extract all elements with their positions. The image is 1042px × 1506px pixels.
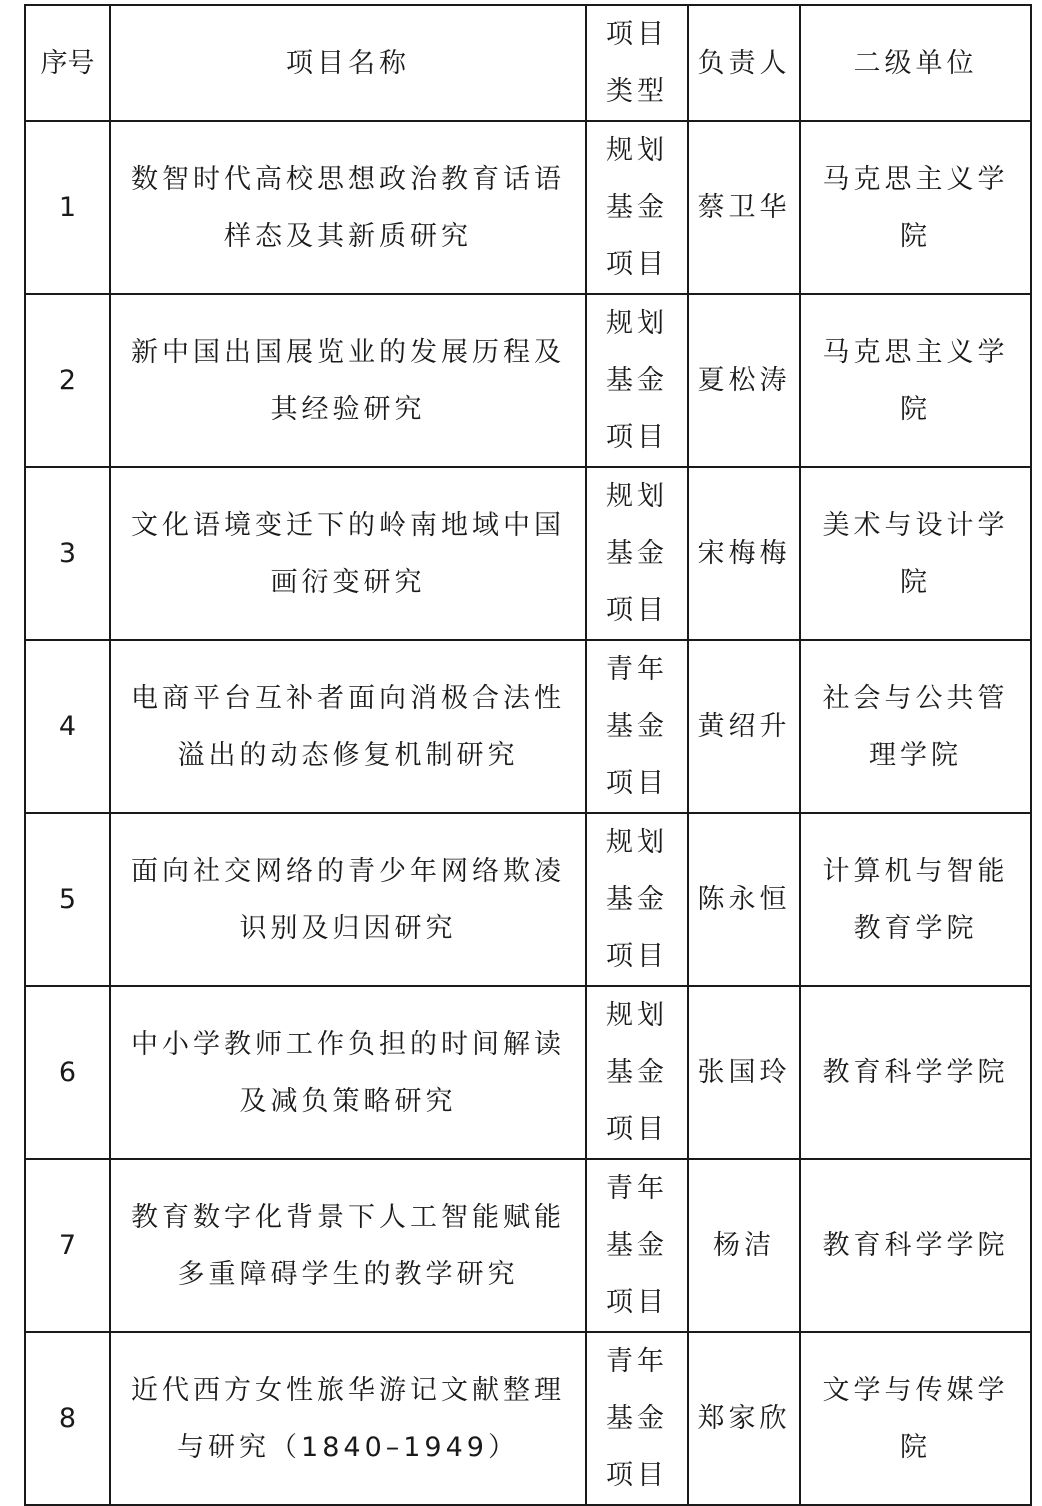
leader: 张国玲	[697, 1057, 791, 1088]
cell-unit	[800, 986, 1031, 1159]
cell-project-type	[586, 640, 688, 813]
header-project-type-text: 项目类型	[606, 19, 668, 107]
serial-no: 3	[58, 538, 77, 569]
cell-unit	[800, 467, 1031, 640]
cell-project-type	[586, 294, 688, 467]
cell-serial-no	[25, 294, 110, 467]
unit: 马克思主义学院	[822, 163, 1009, 252]
cell-project-type	[586, 1159, 688, 1332]
table-row	[25, 640, 1031, 813]
project-name: 面向社交网络的青少年网络欺凌识别及归因研究	[131, 855, 565, 944]
table-row	[25, 121, 1031, 294]
cell-project-name	[110, 1332, 586, 1505]
serial-no: 5	[58, 884, 77, 915]
project-name: 电商平台互补者面向消极合法性溢出的动态修复机制研究	[131, 682, 565, 771]
table-row	[25, 294, 1031, 467]
cell-serial-no	[25, 986, 110, 1159]
cell-leader	[688, 121, 800, 294]
cell-unit	[800, 813, 1031, 986]
header-row	[25, 5, 1031, 121]
header-leader	[688, 5, 800, 121]
cell-serial-no	[25, 467, 110, 640]
project-type: 规划基金项目	[606, 481, 668, 626]
project-type: 规划基金项目	[606, 308, 668, 453]
project-type: 规划基金项目	[606, 827, 668, 972]
cell-project-name	[110, 121, 586, 294]
leader: 宋梅梅	[697, 538, 791, 569]
cell-project-type	[586, 121, 688, 294]
project-name: 教育数字化背景下人工智能赋能多重障碍学生的教学研究	[131, 1201, 565, 1290]
cell-project-name	[110, 467, 586, 640]
unit: 美术与设计学院	[822, 509, 1009, 598]
project-type: 青年基金项目	[606, 1346, 668, 1491]
header-leader-text: 负责人	[697, 47, 791, 79]
serial-no: 1	[58, 192, 77, 223]
projects-table	[24, 4, 1032, 1506]
header-project-name-text: 项目名称	[286, 47, 410, 79]
cell-leader	[688, 813, 800, 986]
cell-unit	[800, 1159, 1031, 1332]
leader: 郑家欣	[697, 1403, 791, 1434]
cell-serial-no	[25, 640, 110, 813]
cell-leader	[688, 640, 800, 813]
cell-leader	[688, 1159, 800, 1332]
cell-leader	[688, 986, 800, 1159]
project-name: 数智时代高校思想政治教育话语样态及其新质研究	[131, 163, 565, 252]
project-name: 近代西方女性旅华游记文献整理与研究（1840–1949）	[131, 1374, 565, 1463]
table-row	[25, 813, 1031, 986]
table-header	[25, 5, 1031, 121]
cell-project-name	[110, 813, 586, 986]
project-name: 中小学教师工作负担的时间解读及减负策略研究	[131, 1028, 565, 1117]
leader: 蔡卫华	[697, 192, 791, 223]
serial-no: 8	[58, 1403, 77, 1434]
leader: 黄绍升	[697, 711, 791, 742]
cell-project-name	[110, 1159, 586, 1332]
serial-no: 6	[58, 1057, 77, 1088]
cell-project-type	[586, 1332, 688, 1505]
serial-no: 4	[58, 711, 77, 742]
serial-no: 2	[58, 365, 77, 396]
cell-project-name	[110, 640, 586, 813]
cell-unit	[800, 640, 1031, 813]
cell-unit	[800, 294, 1031, 467]
project-name: 新中国出国展览业的发展历程及其经验研究	[131, 336, 565, 425]
leader: 杨洁	[713, 1230, 775, 1261]
cell-unit	[800, 121, 1031, 294]
cell-project-name	[110, 294, 586, 467]
unit: 教育科学学院	[822, 1057, 1009, 1088]
header-serial-no-text: 序号	[40, 47, 95, 79]
table-row	[25, 1332, 1031, 1505]
cell-project-name	[110, 986, 586, 1159]
header-unit	[800, 5, 1031, 121]
unit: 文学与传媒学院	[822, 1374, 1009, 1463]
project-type: 规划基金项目	[606, 135, 668, 280]
cell-leader	[688, 467, 800, 640]
cell-serial-no	[25, 1332, 110, 1505]
serial-no: 7	[58, 1230, 77, 1261]
unit: 马克思主义学院	[822, 336, 1009, 425]
project-name: 文化语境变迁下的岭南地域中国画衍变研究	[131, 509, 565, 598]
table-row	[25, 1159, 1031, 1332]
cell-serial-no	[25, 813, 110, 986]
cell-serial-no	[25, 121, 110, 294]
leader: 夏松涛	[697, 365, 791, 396]
table-row	[25, 467, 1031, 640]
cell-project-type	[586, 986, 688, 1159]
project-type: 青年基金项目	[606, 1173, 668, 1318]
cell-project-type	[586, 467, 688, 640]
table-row	[25, 986, 1031, 1159]
header-unit-text: 二级单位	[853, 47, 978, 79]
table-body	[25, 121, 1031, 1505]
unit: 教育科学学院	[822, 1230, 1009, 1261]
cell-serial-no	[25, 1159, 110, 1332]
leader: 陈永恒	[697, 884, 791, 915]
cell-project-type	[586, 813, 688, 986]
project-type: 青年基金项目	[606, 654, 668, 799]
cell-unit	[800, 1332, 1031, 1505]
header-project-type	[586, 5, 688, 121]
header-project-name	[110, 5, 586, 121]
unit: 计算机与智能教育学院	[822, 855, 1009, 944]
unit: 社会与公共管理学院	[822, 682, 1009, 771]
cell-leader	[688, 294, 800, 467]
header-serial-no	[25, 5, 110, 121]
cell-leader	[688, 1332, 800, 1505]
project-type: 规划基金项目	[606, 1000, 668, 1145]
